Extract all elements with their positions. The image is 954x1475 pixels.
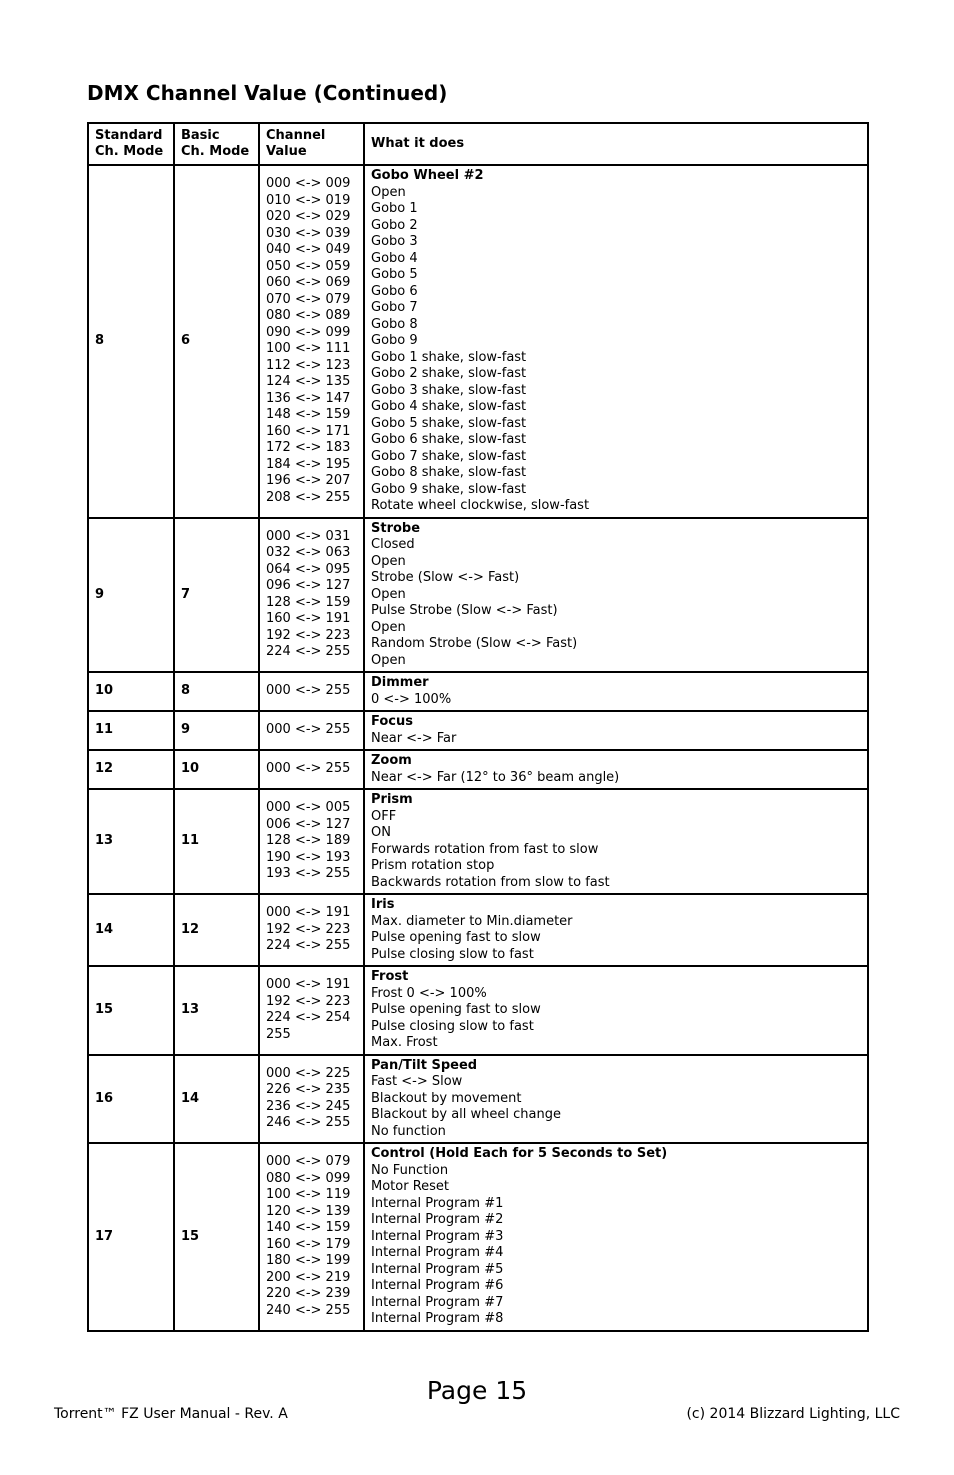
function-title: Prism	[371, 792, 413, 807]
channel-value-cell	[259, 518, 364, 673]
function-description: Gobo 5	[371, 267, 418, 282]
basic-channel-cell: 15	[174, 1143, 259, 1331]
basic-channel-cell: 13	[174, 966, 259, 1055]
channel-value-cell	[259, 165, 364, 518]
function-description: No function	[371, 1123, 446, 1139]
channel-value-range: 112 <-> 123	[266, 357, 351, 373]
function-cell	[364, 750, 868, 789]
channel-value-range: 220 <-> 239	[266, 1286, 351, 1302]
channel-value-cell	[259, 750, 364, 789]
function-description: Open	[371, 652, 406, 668]
function-description: Internal Program #5	[371, 1261, 504, 1277]
standard-channel-cell: 16	[88, 1055, 174, 1144]
channel-value-range: 160 <-> 179	[266, 1236, 351, 1252]
footer-copyright: (c) 2014 Blizzard Lighting, LLC	[686, 1406, 900, 1422]
function-cell	[364, 165, 868, 518]
standard-channel-cell: 14	[88, 894, 174, 966]
function-cell	[364, 789, 868, 894]
function-cell	[364, 894, 868, 966]
channel-value-range: 148 <-> 159	[266, 407, 351, 423]
function-description: Gobo 2 shake, slow-fast	[371, 366, 527, 381]
function-description: Closed	[371, 537, 415, 552]
function-description: Pulse opening fast to slow	[371, 1002, 541, 1017]
channel-value-range: 100 <-> 111	[266, 341, 351, 357]
function-title: Focus	[371, 714, 413, 729]
table-row	[88, 750, 868, 789]
table-row	[88, 1055, 868, 1144]
function-cell	[364, 1143, 868, 1331]
standard-channel-cell: 17	[88, 1143, 174, 1331]
channel-value-range: 000 <-> 009	[266, 176, 351, 192]
function-description: Gobo 1 shake, slow-fast	[371, 349, 527, 365]
function-title: Frost	[371, 969, 409, 984]
function-description: Gobo 6	[371, 283, 418, 299]
channel-value-cell	[259, 1055, 364, 1144]
function-cell	[364, 966, 868, 1055]
channel-value-range: 160 <-> 191	[266, 611, 351, 627]
channel-value-range: 006 <-> 127	[266, 816, 351, 832]
table-row	[88, 966, 868, 1055]
function-description: Internal Program #8	[371, 1311, 504, 1326]
channel-value-range: 000 <-> 255	[266, 722, 351, 738]
channel-value-range: 192 <-> 223	[266, 993, 351, 1009]
channel-value-range: 060 <-> 069	[266, 275, 351, 291]
function-description: Backwards rotation from slow to fast	[371, 874, 610, 890]
function-title: Dimmer	[371, 675, 429, 690]
function-description: Gobo 8	[371, 316, 418, 332]
basic-channel-cell: 12	[174, 894, 259, 966]
channel-value-range: 136 <-> 147	[266, 390, 351, 406]
function-description: Max. Frost	[371, 1035, 438, 1050]
channel-value-range: 080 <-> 099	[266, 1170, 351, 1186]
channel-value-range: 000 <-> 079	[266, 1154, 351, 1170]
function-description: Pulse closing slow to fast	[371, 946, 534, 962]
function-description: Internal Program #6	[371, 1278, 504, 1293]
function-description: Gobo 5 shake, slow-fast	[371, 415, 527, 431]
basic-channel-cell: 6	[174, 165, 259, 518]
channel-value-range: 160 <-> 171	[266, 423, 351, 439]
standard-channel-cell: 8	[88, 165, 174, 518]
table-row	[88, 894, 868, 966]
channel-value-range: 192 <-> 223	[266, 921, 351, 937]
table-header-row	[88, 123, 868, 165]
basic-channel-cell: 8	[174, 672, 259, 711]
function-description: Gobo 1	[371, 201, 418, 216]
header-line: Ch. Mode	[181, 144, 250, 159]
channel-value-range: 000 <-> 225	[266, 1065, 351, 1081]
function-description: Near <-> Far	[371, 730, 457, 746]
channel-value-range: 255	[266, 1026, 291, 1042]
function-title: Iris	[371, 897, 395, 912]
basic-channel-cell: 11	[174, 789, 259, 894]
function-description: Gobo 9 shake, slow-fast	[371, 481, 527, 497]
basic-channel-cell: 9	[174, 711, 259, 750]
function-description: Gobo 2	[371, 217, 418, 233]
channel-value-range: 208 <-> 255	[266, 489, 351, 505]
channel-value-range: 120 <-> 139	[266, 1203, 351, 1219]
channel-value-range: 124 <-> 135	[266, 374, 351, 390]
channel-value-cell	[259, 711, 364, 750]
function-cell	[364, 711, 868, 750]
function-description: Gobo 9	[371, 333, 418, 348]
channel-value-range: 128 <-> 189	[266, 833, 351, 849]
header-what-it-does	[364, 123, 868, 165]
table-body	[88, 165, 868, 1331]
function-description: Open	[371, 184, 406, 200]
function-description: Random Strobe (Slow <-> Fast)	[371, 636, 578, 651]
function-description: Open	[371, 553, 406, 569]
standard-channel-cell: 10	[88, 672, 174, 711]
function-description: Forwards rotation from fast to slow	[371, 841, 599, 857]
channel-value-range: 080 <-> 089	[266, 308, 351, 324]
header-line: What it does	[371, 135, 465, 151]
function-description: Internal Program #7	[371, 1294, 504, 1310]
function-cell	[364, 672, 868, 711]
function-description: Pulse opening fast to slow	[371, 930, 541, 945]
header-basic-mode	[174, 123, 259, 165]
function-description: Near <-> Far (12° to 36° beam angle)	[371, 769, 620, 785]
function-description: 0 <-> 100%	[371, 691, 452, 707]
function-description: Gobo 4	[371, 250, 418, 266]
channel-value-range: 224 <-> 254	[266, 1010, 351, 1026]
channel-value-range: 236 <-> 245	[266, 1098, 351, 1114]
function-description: Frost 0 <-> 100%	[371, 985, 487, 1001]
channel-value-range: 040 <-> 049	[266, 242, 351, 258]
channel-value-range: 240 <-> 255	[266, 1302, 351, 1318]
header-channel-value	[259, 123, 364, 165]
header-line: Basic	[181, 127, 220, 143]
standard-channel-cell: 15	[88, 966, 174, 1055]
function-description: Internal Program #1	[371, 1195, 504, 1211]
standard-channel-cell: 13	[88, 789, 174, 894]
page-number: Page 15	[426, 1376, 528, 1405]
function-description: Pulse Strobe (Slow <-> Fast)	[371, 603, 558, 618]
channel-value-cell	[259, 894, 364, 966]
header-line: Standard	[95, 127, 163, 143]
page-title: DMX Channel Value (Continued)	[87, 81, 448, 105]
function-description: Fast <-> Slow	[371, 1074, 463, 1089]
channel-value-range: 010 <-> 019	[266, 192, 351, 208]
channel-value-range: 000 <-> 255	[266, 683, 351, 699]
channel-value-range: 032 <-> 063	[266, 545, 351, 561]
table-row	[88, 165, 868, 518]
channel-value-range: 020 <-> 029	[266, 209, 351, 225]
table-row	[88, 789, 868, 894]
channel-value-range: 180 <-> 199	[266, 1253, 351, 1269]
standard-channel-cell: 11	[88, 711, 174, 750]
function-description: Gobo 3	[371, 234, 418, 249]
function-description: Internal Program #2	[371, 1212, 504, 1227]
channel-value-range: 000 <-> 031	[266, 528, 351, 544]
channel-value-range: 000 <-> 255	[266, 761, 351, 777]
channel-value-range: 050 <-> 059	[266, 258, 351, 274]
channel-value-cell	[259, 789, 364, 894]
header-line: Channel	[266, 127, 326, 143]
function-description: Gobo 3 shake, slow-fast	[371, 382, 527, 398]
header-line: Ch. Mode	[95, 144, 164, 159]
channel-value-range: 200 <-> 219	[266, 1269, 351, 1285]
channel-value-range: 064 <-> 095	[266, 561, 351, 577]
function-description: Prism rotation stop	[371, 858, 495, 873]
function-description: Strobe (Slow <-> Fast)	[371, 570, 520, 585]
channel-value-range: 226 <-> 235	[266, 1082, 351, 1098]
table-row	[88, 711, 868, 750]
header-line: Value	[266, 144, 307, 159]
channel-value-range: 000 <-> 005	[266, 800, 351, 816]
channel-value-range: 090 <-> 099	[266, 324, 351, 340]
table-row	[88, 518, 868, 673]
channel-value-range: 184 <-> 195	[266, 456, 351, 472]
function-description: OFF	[371, 808, 397, 824]
channel-value-range: 196 <-> 207	[266, 473, 351, 489]
function-description: Gobo 7 shake, slow-fast	[371, 448, 527, 464]
basic-channel-cell: 14	[174, 1055, 259, 1144]
function-title: Strobe	[371, 520, 421, 536]
channel-value-range: 096 <-> 127	[266, 578, 351, 594]
channel-value-range: 128 <-> 159	[266, 594, 351, 610]
function-description: Open	[371, 586, 406, 602]
function-description: Gobo 7	[371, 300, 418, 315]
function-description: No Function	[371, 1162, 449, 1178]
footer-manual-title: Torrent™ FZ User Manual - Rev. A	[54, 1406, 288, 1422]
table-row	[88, 672, 868, 711]
function-description: Gobo 4 shake, slow-fast	[371, 399, 527, 414]
function-cell	[364, 1055, 868, 1144]
function-description: Blackout by all wheel change	[371, 1107, 561, 1122]
channel-value-range: 224 <-> 255	[266, 938, 351, 954]
function-title: Control (Hold Each for 5 Seconds to Set)	[371, 1146, 668, 1161]
channel-value-range: 000 <-> 191	[266, 977, 351, 993]
standard-channel-cell: 12	[88, 750, 174, 789]
channel-value-range: 100 <-> 119	[266, 1187, 351, 1203]
function-description: Gobo 8 shake, slow-fast	[371, 465, 527, 480]
function-description: Max. diameter to Min.diameter	[371, 913, 573, 929]
channel-value-range: 140 <-> 159	[266, 1220, 351, 1236]
function-description: Blackout by movement	[371, 1090, 522, 1106]
function-description: Open	[371, 619, 406, 635]
standard-channel-cell: 9	[88, 518, 174, 673]
channel-value-cell	[259, 672, 364, 711]
channel-value-range: 246 <-> 255	[266, 1115, 351, 1131]
basic-channel-cell: 7	[174, 518, 259, 673]
function-description: Internal Program #4	[371, 1245, 504, 1260]
channel-value-range: 224 <-> 255	[266, 644, 351, 660]
channel-value-range: 193 <-> 255	[266, 866, 351, 882]
table-row	[88, 1143, 868, 1331]
function-title: Zoom	[371, 753, 412, 768]
function-description: Gobo 6 shake, slow-fast	[371, 432, 527, 447]
header-standard-mode	[88, 123, 174, 165]
channel-value-range: 172 <-> 183	[266, 440, 351, 456]
function-description: ON	[371, 825, 391, 840]
dmx-channel-table	[87, 122, 869, 1332]
channel-value-cell	[259, 1143, 364, 1331]
channel-value-range: 030 <-> 039	[266, 225, 351, 241]
channel-value-cell	[259, 966, 364, 1055]
function-description: Internal Program #3	[371, 1228, 504, 1244]
channel-value-range: 070 <-> 079	[266, 291, 351, 307]
function-title: Pan/Tilt Speed	[371, 1057, 478, 1073]
channel-value-range: 000 <-> 191	[266, 905, 351, 921]
function-title: Gobo Wheel #2	[371, 168, 484, 183]
function-description: Rotate wheel clockwise, slow-fast	[371, 498, 590, 513]
basic-channel-cell: 10	[174, 750, 259, 789]
channel-value-range: 192 <-> 223	[266, 627, 351, 643]
channel-value-range: 190 <-> 193	[266, 849, 351, 865]
function-cell	[364, 518, 868, 673]
function-description: Pulse closing slow to fast	[371, 1018, 534, 1034]
function-description: Motor Reset	[371, 1179, 450, 1194]
